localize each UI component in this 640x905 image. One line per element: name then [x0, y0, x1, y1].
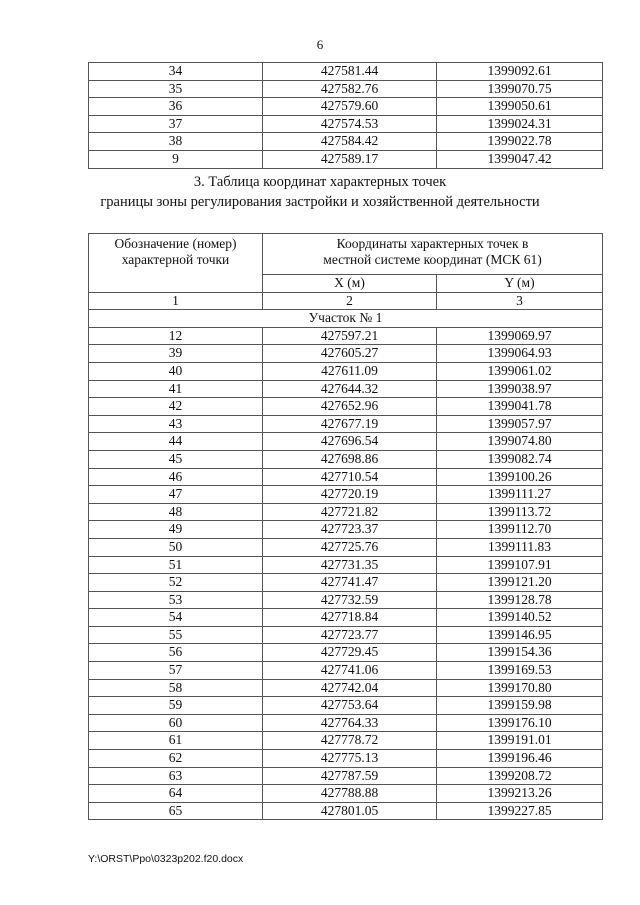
point-number: 9: [89, 150, 263, 168]
point-number: 48: [89, 503, 263, 521]
x-coordinate: 427652.96: [263, 398, 437, 416]
page-number: 6: [316, 37, 324, 52]
x-coordinate: 427582.76: [263, 80, 437, 98]
table-row: [89, 521, 603, 539]
y-coordinate: 1399022.78: [437, 133, 603, 151]
x-coordinate: 427696.54: [263, 433, 437, 451]
y-coordinate: 1399092.61: [437, 63, 603, 81]
table-row: [89, 345, 603, 363]
header-coordinates: Координаты характерных точек в местной системе координат (МСК 61): [263, 234, 603, 275]
table-row: [89, 80, 603, 98]
point-number: 42: [89, 398, 263, 416]
table-row: [89, 468, 603, 486]
point-number: 63: [89, 767, 263, 785]
y-coordinate: 1399196.46: [437, 750, 603, 768]
table-row: [89, 767, 603, 785]
table-row: [89, 697, 603, 715]
table-row: [89, 574, 603, 592]
y-coordinate: 1399082.74: [437, 450, 603, 468]
header-y: Y (м): [437, 275, 603, 293]
y-coordinate: 1399208.72: [437, 767, 603, 785]
section-title-line1: 3. Таблица координат характерных точек: [193, 174, 447, 190]
y-coordinate: 1399146.95: [437, 626, 603, 644]
y-coordinate: 1399140.52: [437, 609, 603, 627]
y-coordinate: 1399191.01: [437, 732, 603, 750]
y-coordinate: 1399064.93: [437, 345, 603, 363]
table-row: [89, 433, 603, 451]
point-number: 34: [89, 63, 263, 81]
table-row: [89, 609, 603, 627]
point-number: 62: [89, 750, 263, 768]
x-coordinate: 427729.45: [263, 644, 437, 662]
point-number: 51: [89, 556, 263, 574]
x-coordinate: 427741.06: [263, 662, 437, 680]
x-coordinate: 427574.53: [263, 115, 437, 133]
table-row: [89, 115, 603, 133]
point-number: 40: [89, 362, 263, 380]
point-number: 61: [89, 732, 263, 750]
x-coordinate: 427801.05: [263, 802, 437, 820]
point-number: 44: [89, 433, 263, 451]
table-row: [89, 750, 603, 768]
point-number: 12: [89, 327, 263, 345]
point-number: 59: [89, 697, 263, 715]
y-coordinate: 1399069.97: [437, 327, 603, 345]
section-row: Участок № 1: [89, 310, 603, 328]
point-number: 50: [89, 538, 263, 556]
x-coordinate: 427605.27: [263, 345, 437, 363]
x-coordinate: 427731.35: [263, 556, 437, 574]
point-number: 64: [89, 785, 263, 803]
x-coordinate: 427698.86: [263, 450, 437, 468]
x-coordinate: 427788.88: [263, 785, 437, 803]
point-number: 43: [89, 415, 263, 433]
point-number: 47: [89, 486, 263, 504]
x-coordinate: 427721.82: [263, 503, 437, 521]
point-number: 35: [89, 80, 263, 98]
column-number-1: 1: [89, 292, 263, 310]
x-coordinate: 427775.13: [263, 750, 437, 768]
point-number: 37: [89, 115, 263, 133]
point-number: 45: [89, 450, 263, 468]
x-coordinate: 427718.84: [263, 609, 437, 627]
y-coordinate: 1399038.97: [437, 380, 603, 398]
table-row: [89, 415, 603, 433]
table-row: [89, 679, 603, 697]
table-row: [89, 556, 603, 574]
x-coordinate: 427677.19: [263, 415, 437, 433]
y-coordinate: 1399227.85: [437, 802, 603, 820]
y-coordinate: 1399057.97: [437, 415, 603, 433]
y-coordinate: 1399169.53: [437, 662, 603, 680]
x-coordinate: 427753.64: [263, 697, 437, 715]
point-number: 56: [89, 644, 263, 662]
section-title-line2: границы зоны регулирования застройки и хозяйственной деятельности: [100, 194, 540, 210]
y-coordinate: 1399070.75: [437, 80, 603, 98]
y-coordinate: 1399154.36: [437, 644, 603, 662]
point-number: 41: [89, 380, 263, 398]
x-coordinate: 427723.77: [263, 626, 437, 644]
column-number-2: 2: [263, 292, 437, 310]
table-row: [89, 362, 603, 380]
x-coordinate: 427584.42: [263, 133, 437, 151]
table-row: [89, 98, 603, 116]
x-coordinate: 427710.54: [263, 468, 437, 486]
y-coordinate: 1399024.31: [437, 115, 603, 133]
y-coordinate: 1399050.61: [437, 98, 603, 116]
y-coordinate: 1399061.02: [437, 362, 603, 380]
x-coordinate: 427787.59: [263, 767, 437, 785]
section-title: [0, 172, 640, 212]
point-number: 57: [89, 662, 263, 680]
y-coordinate: 1399047.42: [437, 150, 603, 168]
x-coordinate: 427644.32: [263, 380, 437, 398]
table-row: [89, 732, 603, 750]
coordinates-table-continued: [88, 62, 603, 169]
point-number: 65: [89, 802, 263, 820]
x-coordinate: 427778.72: [263, 732, 437, 750]
table-row: [89, 802, 603, 820]
y-coordinate: 1399111.27: [437, 486, 603, 504]
y-coordinate: 1399170.80: [437, 679, 603, 697]
y-coordinate: 1399100.26: [437, 468, 603, 486]
table-row: [89, 626, 603, 644]
table-row: [89, 327, 603, 345]
point-number: 60: [89, 714, 263, 732]
table-row: [89, 398, 603, 416]
point-number: 39: [89, 345, 263, 363]
y-coordinate: 1399107.91: [437, 556, 603, 574]
table-row: [89, 486, 603, 504]
y-coordinate: 1399213.26: [437, 785, 603, 803]
y-coordinate: 1399113.72: [437, 503, 603, 521]
table-row: [89, 538, 603, 556]
point-number: 49: [89, 521, 263, 539]
point-number: 55: [89, 626, 263, 644]
point-number: 58: [89, 679, 263, 697]
table-row: [89, 662, 603, 680]
x-coordinate: 427579.60: [263, 98, 437, 116]
y-coordinate: 1399041.78: [437, 398, 603, 416]
y-coordinate: 1399176.10: [437, 714, 603, 732]
file-path-footer: Y:\ORST\Ppo\0323p202.f20.docx: [88, 853, 244, 865]
y-coordinate: 1399111.83: [437, 538, 603, 556]
point-number: 54: [89, 609, 263, 627]
x-coordinate: 427741.47: [263, 574, 437, 592]
x-coordinate: 427611.09: [263, 362, 437, 380]
y-coordinate: 1399121.20: [437, 574, 603, 592]
table-row: [89, 133, 603, 151]
table-row: [89, 785, 603, 803]
point-number: 53: [89, 591, 263, 609]
point-number: 36: [89, 98, 263, 116]
table-row: [89, 644, 603, 662]
point-number: 38: [89, 133, 263, 151]
table-row: [89, 450, 603, 468]
y-coordinate: 1399074.80: [437, 433, 603, 451]
x-coordinate: 427764.33: [263, 714, 437, 732]
x-coordinate: 427597.21: [263, 327, 437, 345]
point-number: 52: [89, 574, 263, 592]
x-coordinate: 427725.76: [263, 538, 437, 556]
table-row: [89, 150, 603, 168]
x-coordinate: 427723.37: [263, 521, 437, 539]
y-coordinate: 1399159.98: [437, 697, 603, 715]
y-coordinate: 1399112.70: [437, 521, 603, 539]
table-row: [89, 714, 603, 732]
y-coordinate: 1399128.78: [437, 591, 603, 609]
table-row: [89, 63, 603, 81]
x-coordinate: 427581.44: [263, 63, 437, 81]
table-row: [89, 503, 603, 521]
table-row: [89, 591, 603, 609]
x-coordinate: 427732.59: [263, 591, 437, 609]
column-number-3: 3: [437, 292, 603, 310]
x-coordinate: 427589.17: [263, 150, 437, 168]
table-row: [89, 380, 603, 398]
x-coordinate: 427742.04: [263, 679, 437, 697]
coordinates-table: [88, 233, 603, 820]
header-point-designation: Обозначение (номер) характерной точки: [89, 234, 263, 293]
header-x: X (м): [263, 275, 437, 293]
x-coordinate: 427720.19: [263, 486, 437, 504]
point-number: 46: [89, 468, 263, 486]
